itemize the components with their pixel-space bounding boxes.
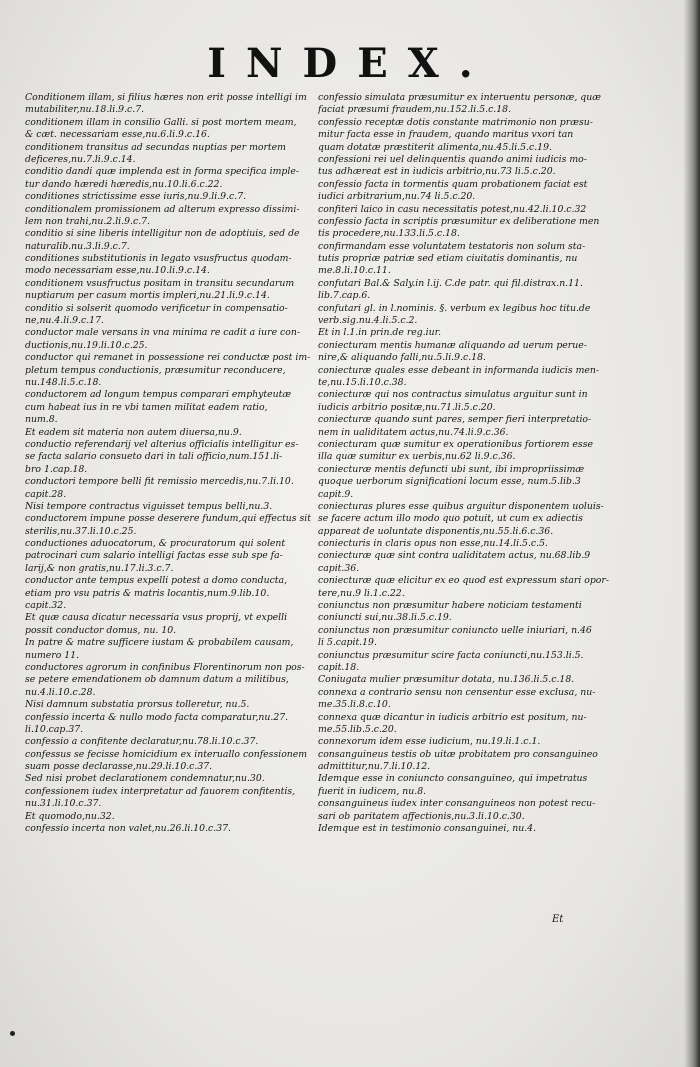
index-entry-line: numero 11. bbox=[25, 649, 80, 661]
index-entry-line: suam posse declarasse,nu.29.li.10.c.37. bbox=[25, 761, 213, 773]
index-entry-line: nu.4.li.10.c.28. bbox=[25, 686, 96, 698]
index-entry-line: conductio referendarij vel alterius officialis intelligitur es- bbox=[25, 438, 299, 450]
index-entry-line: te,nu.15.li.10.c.38. bbox=[318, 376, 407, 388]
index-entry-line: naturalib.nu.3.li.9.c.7. bbox=[25, 240, 130, 252]
catchword: Et bbox=[552, 914, 564, 925]
index-entry-line: conditio dandi quæ implenda est in forma specifica imple- bbox=[25, 166, 299, 178]
index-entry-line: Nisi damnum substatia prorsus tolleretur, nu.5. bbox=[25, 699, 250, 711]
index-entry-line: nuptiarum per casum mortis impleri,nu.21.li.9.c.14. bbox=[25, 290, 270, 302]
index-entry-line: coniunctus præsumitur scire facta coniuncti,nu.153.li.5. bbox=[318, 649, 584, 661]
index-entry-line: lib.7.cap.6. bbox=[318, 290, 371, 302]
index-entry-line: me.8.li.10.c.11. bbox=[318, 265, 391, 277]
index-entry-line: cum habeat ius in re vbi tamen militat eadem ratio, bbox=[25, 401, 268, 413]
index-entry-line: lem non trahi,nu.2.li.9.c.7. bbox=[25, 215, 151, 227]
index-entry-line: capit.9. bbox=[318, 488, 354, 500]
index-entry-line: Conditionem illam, si filius hæres non erit posse intelligi im bbox=[25, 92, 307, 103]
index-entry-line: confiteri laico in casu necessitatis potest,nu.42.li.10.c.32 bbox=[318, 203, 587, 215]
index-entry-line: nu.31.li.10.c.37. bbox=[25, 798, 102, 810]
index-column-right bbox=[318, 92, 610, 835]
index-entry-line: nu.148.li.5.c.18. bbox=[25, 376, 102, 388]
index-entry-line: confutari gl. in l.nominis. §. verbum ex legibus hoc titu.de bbox=[318, 302, 591, 314]
index-entry-line: quam dotatæ præstiterit alimenta,nu.45.li.5.c.19. bbox=[318, 141, 552, 153]
index-entry-line: tus adhæreat est in iudicis arbitrio,nu.73 li.5.c.20. bbox=[318, 166, 556, 178]
index-entry-line: confessio incerta & nullo modo facta comparatur,nu.27. bbox=[25, 711, 289, 723]
index-entry-line: conditio si sine liberis intelligitur non de adoptiuis, sed de bbox=[25, 228, 300, 240]
index-entry-line: coniecturæ qui nos contractus simulatus arguitur sunt in bbox=[318, 389, 588, 401]
index-entry-line: coniecturam mentis humanæ aliquando ad uerum perue- bbox=[318, 339, 587, 351]
index-entry-line: illa quæ sumitur ex uerbis,nu.62 li.9.c.36. bbox=[318, 451, 516, 463]
index-entry-line: iudicis arbitrio positæ,nu.71.li.5.c.20. bbox=[318, 401, 496, 413]
book-spine-shadow bbox=[684, 0, 700, 1067]
index-entry-line: Et eadem sit materia non autem diuersa,nu.9. bbox=[25, 426, 242, 438]
index-entry-line: conductiones aduocatorum, & procuratorum qui solent bbox=[25, 538, 286, 550]
index-entry-line: conditionem vsusfructus positam in transitu secundarum bbox=[25, 277, 295, 289]
index-entry-line: confessio simulata præsumitur ex interuentu personæ, quæ bbox=[318, 92, 601, 103]
index-entry-line: coniecturæ quando sunt pares, semper fieri interpretatio- bbox=[318, 414, 592, 426]
index-entry-line: Et in l.1.in prin.de reg.iur. bbox=[318, 327, 442, 339]
index-entry-line: conditiones strictissime esse iuris,nu.9.li.9.c.7. bbox=[25, 191, 247, 203]
index-entry-line: conditio si solserit quomodo verificetur in compensatio- bbox=[25, 302, 288, 314]
index-entry-line: patrocinari cum salario intelligi factas esse sub spe fa- bbox=[25, 550, 283, 562]
index-entry-line: capit.32. bbox=[25, 600, 67, 612]
index-entry-line: coniecturæ quales esse debeant in informanda iudicis men- bbox=[318, 364, 600, 376]
index-entry-line: conductorem ad longum tempus comparari emphyteutæ bbox=[25, 389, 292, 401]
ink-mark bbox=[10, 1031, 15, 1036]
index-entry-line: connexorum idem esse iudicium, nu.19.li.1.c.1. bbox=[318, 736, 541, 748]
index-entry-line: conductor qui remanet in possessione rei conductæ post im- bbox=[25, 352, 311, 364]
index-entry-line: coniunctus non præsumitur coniuncto uelle iniuriari, n.46 bbox=[318, 624, 592, 636]
index-entry-line: coniecturis in claris opus non esse,nu.14.li.5.c.5. bbox=[318, 538, 548, 550]
index-entry-line: coniuncti sui,nu.38.li.5.c.19. bbox=[318, 612, 452, 624]
index-entry-line: ne,nu.4.li.9.c.17. bbox=[25, 315, 104, 327]
index-entry-line: Et quomodo,nu.32. bbox=[25, 810, 115, 822]
index-entry-line: modo necessariam esse,nu.10.li.9.c.14. bbox=[25, 265, 210, 277]
index-entry-line: confessionem iudex interpretatur ad fauorem confitentis, bbox=[25, 785, 296, 797]
index-entry-line: li.10.cap.37. bbox=[25, 723, 84, 735]
index-entry-line: num.8. bbox=[25, 414, 58, 426]
index-entry-line: fuerit in iudicem, nu.8. bbox=[318, 785, 427, 797]
index-entry-line: tur dando hæredi hæredis,nu.10.li.6.c.22. bbox=[25, 178, 223, 190]
index-entry-line: capit.28. bbox=[25, 488, 67, 500]
index-entry-line: bro 1.cap.18. bbox=[25, 463, 88, 475]
index-entry-line: conductori tempore belli fit remissio mercedis,nu.7.li.10. bbox=[25, 476, 294, 488]
index-entry-line: coniecturam quæ sumitur ex operationibus fortiorem esse bbox=[318, 438, 593, 450]
index-entry-line: connexa a contrario sensu non censentur esse exclusa, nu- bbox=[318, 686, 596, 698]
index-entry-line: confirmandam esse voluntatem testatoris non solum sta- bbox=[318, 240, 586, 252]
index-entry-line: iudici arbitrarium,nu.74 li.5.c.20. bbox=[318, 191, 476, 203]
index-entry-line: Et quæ causa dicatur necessaria vsus proprij, vt expelli bbox=[25, 612, 288, 624]
index-entry-line: confessioni rei uel delinquentis quando animi iudicis mo- bbox=[318, 153, 587, 165]
index-entry-line: conductorem impune posse deserere fundum,qui effectus sit bbox=[25, 513, 312, 525]
index-entry-line: conductor ante tempus expelli potest a domo conducta, bbox=[25, 575, 288, 587]
index-entry-line: confessio facta in scriptis præsumitur ex deliberatione men bbox=[318, 215, 600, 227]
index-entry-line: confutari Bal.& Saly.in l.ij. C.de patr. qui fil.distrax.n.11. bbox=[318, 277, 583, 289]
index-entry-line: conditionalem promissionem ad alterum expresso dissimi- bbox=[25, 203, 300, 215]
index-entry-line: larij,& non gratis,nu.17.li.3.c.7. bbox=[25, 562, 174, 574]
index-entry-line: ductionis,nu.19.li.10.c.25. bbox=[25, 339, 148, 351]
index-entry-line: possit conductor domus, nu. 10. bbox=[25, 624, 177, 636]
index-entry-line: confessio receptæ dotis constante matrimonio non præsu- bbox=[318, 116, 593, 128]
index-entry-line: coniecturas plures esse quibus arguitur disponentem uoluis- bbox=[318, 500, 604, 512]
index-entry-line: In patre & matre sufficere iustam & probabilem causam, bbox=[25, 637, 294, 649]
index-entry-line: coniunctus non præsumitur habere noticiam testamenti bbox=[318, 600, 582, 612]
index-entry-line: me.55.lib.5.c.20. bbox=[318, 723, 397, 735]
index-entry-line: pletum tempus conductionis, præsumitur reconducere, bbox=[25, 364, 286, 376]
index-entry-line: conditionem transitus ad secundas nuptias per mortem bbox=[25, 141, 286, 153]
index-entry-line: faciat præsumi fraudem,nu.152.li.5.c.18. bbox=[318, 104, 512, 116]
index-entry-line: admittitur,nu.7.li.10.12. bbox=[318, 761, 431, 773]
index-entry-line: se facere actum illo modo quo potuit, ut cum ex adiectis bbox=[318, 513, 583, 525]
index-entry-line: conductor male versans in vna minima re cadit a iure con- bbox=[25, 327, 300, 339]
index-entry-line: connexa quæ dicantur in iudicis arbitrio est positum, nu- bbox=[318, 711, 587, 723]
index-entry-line: se facta salario consueto dari in tali officio,num.151.li- bbox=[25, 451, 283, 463]
index-entry-line: conditiones substitutionis in legato vsusfructus quodam- bbox=[25, 253, 292, 265]
index-entry-line: coniecturæ quæ sint contra ualiditatem actus, nu.68.lib.9 bbox=[318, 550, 591, 562]
index-entry-line: tis procedere,nu.133.li.5.c.18. bbox=[318, 228, 460, 240]
index-entry-line: Idemque esse in coniuncto consanguineo, qui impetratus bbox=[318, 773, 588, 785]
index-entry-line: tere,nu.9 li.1.c.22. bbox=[318, 587, 405, 599]
index-entry-line: & cæt. necessariam esse,nu.6.li.9.c.16. bbox=[25, 129, 210, 141]
index-entry-line: confessio a confitente declaratur,nu.78.li.10.c.37. bbox=[25, 736, 259, 748]
index-entry-line: coniecturæ quæ elicitur ex eo quod est expressum stari opor- bbox=[318, 575, 609, 587]
index-entry-line: Sed nisi probet declarationem condemnatur,nu.30. bbox=[25, 773, 265, 785]
index-entry-line: capit.36. bbox=[318, 562, 360, 574]
index-entry-line: sari ob paritatem affectionis,nu.3.li.10.c.30. bbox=[318, 810, 525, 822]
index-entry-line: consanguineus iudex inter consanguineos non potest recu- bbox=[318, 798, 596, 810]
index-entry-line: mitur facta esse in fraudem, quando maritus vxori tan bbox=[318, 129, 574, 141]
index-entry-line: etiam pro vsu patris & matris locantis,num.9.lib.10. bbox=[25, 587, 270, 599]
index-entry-line: quoque uerborum significationi locum esse, num.5.lib.3 bbox=[318, 476, 581, 488]
index-entry-line: consanguineus testis ob uitæ probitatem pro consanguineo bbox=[318, 748, 598, 760]
index-entry-line: mutabiliter,nu.18.li.9.c.7. bbox=[25, 104, 145, 116]
index-entry-line: verb.sig.nu.4.li.5.c.2. bbox=[318, 315, 418, 327]
index-entry-line: li 5.capit.19. bbox=[318, 637, 377, 649]
index-entry-line: conditionem illam in consilio Galli. si post mortem meam, bbox=[25, 116, 297, 128]
index-entry-line: conductores agrorum in confinibus Florentinorum non pos- bbox=[25, 661, 305, 673]
index-entry-line: capit.18. bbox=[318, 661, 360, 673]
index-column-left bbox=[25, 92, 315, 835]
index-entry-line: Nisi tempore contractus viguisset tempus belli,nu.3. bbox=[25, 500, 273, 512]
index-entry-line: appareat de uoluntate disponentis,nu.55.li.6.c.36. bbox=[318, 525, 554, 537]
index-entry-line: tutis propriæ patriæ sed etiam ciuitatis dominantis, nu bbox=[318, 253, 578, 265]
index-entry-line: nem in ualiditatem actus,nu.74.li.9.c.36. bbox=[318, 426, 509, 438]
index-entry-line: me.35.li.8.c.10. bbox=[318, 699, 391, 711]
index-entry-line: confessio incerta non valet,nu.26.li.10.c.37. bbox=[25, 823, 231, 835]
page-title: INDEX. bbox=[207, 40, 493, 87]
index-entry-line: Coniugata mulier præsumitur dotata, nu.136.li.5.c.18. bbox=[318, 674, 575, 686]
index-entry-line: nire,& aliquando falli,nu.5.li.9.c.18. bbox=[318, 352, 486, 364]
index-entry-line: confessus se fecisse homicidium ex interuallo confessionem bbox=[25, 748, 308, 760]
index-entry-line: coniecturæ mentis defuncti ubi sunt, ibi impropriissimæ bbox=[318, 463, 585, 475]
index-entry-line: deficeres,nu.7.li.9.c.14. bbox=[25, 153, 136, 165]
index-entry-line: Idemque est in testimonio consanguinei, nu.4. bbox=[318, 823, 537, 835]
index-entry-line: confessio facta in tormentis quam probationem faciat est bbox=[318, 178, 588, 190]
index-entry-line: se petere emendationem ob damnum datum a militibus, bbox=[25, 674, 289, 686]
index-entry-line: sterilis,nu.37.li.10.c.25. bbox=[25, 525, 137, 537]
